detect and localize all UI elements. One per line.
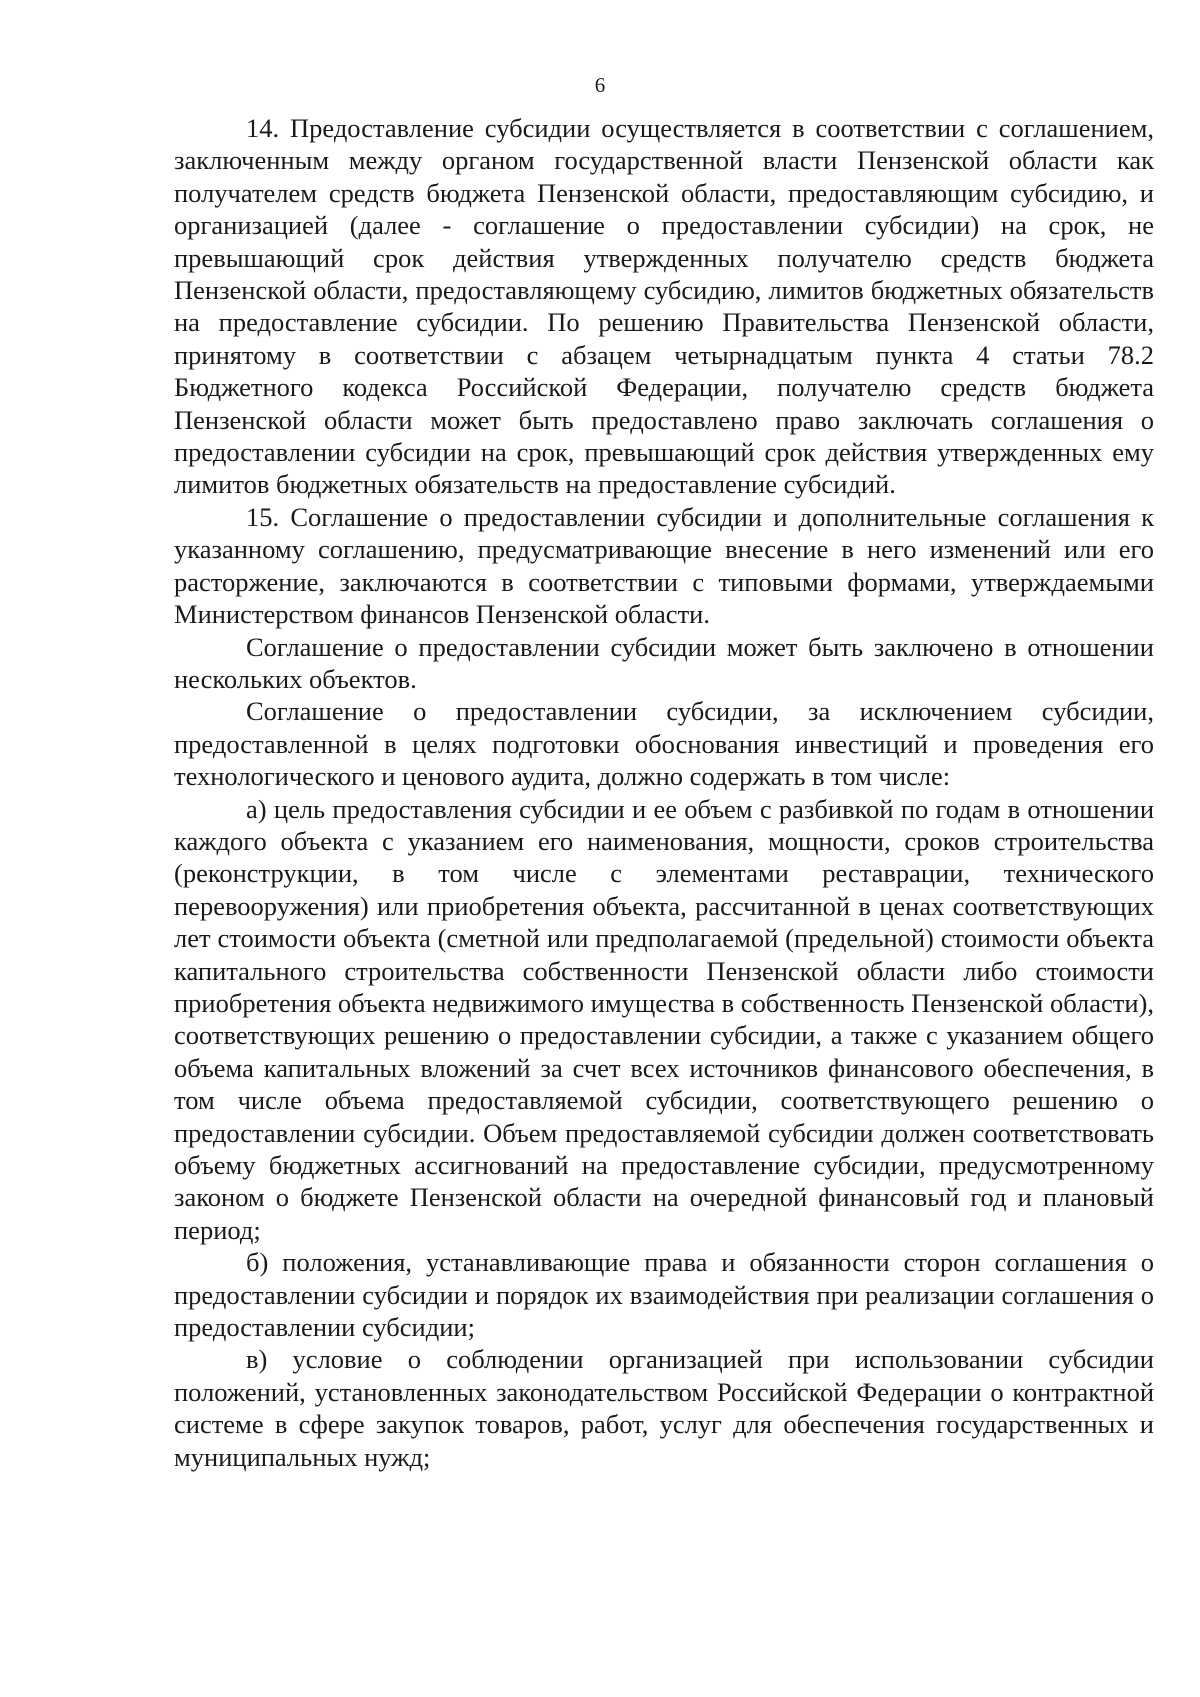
paragraph-item-b: б) положения, устанавливающие права и обязанности сторон соглашения о предоставлении субсидии и порядок их взаимодействия при реализации соглашения о предоставлении субсидии; [174,1247,1154,1343]
paragraph-multiple-objects: Соглашение о предоставлении субсидии может быть заключено в отношении нескольких объектов. [174,631,1154,694]
paragraph-item-a: а) цель предоставления субсидии и ее объем с разбивкой по годам в отношении каждого объекта с указанием его наименования, мощности, сроков строительства (реконструкции, в том числе с элементами реставрации, технического перевооружения) или приобретения объекта, рассчитанной в ценах соответствующих лет стоимости объекта (сметной или предполагаемой (предельной) стоимости объекта капитального строительства собственности Пензенской области либо стоимости приобретения объекта недвижимого имущества в собственность Пензенской области), соответствующих решению о предоставлении субсидии, а также с указанием общего объема капитальных вложений за счет всех источников финансового обеспечения, в том числе объема предоставляемой субсидии, соответствующего решению о предоставлении субсидии. Объем предоставляемой субсидии должен соответствовать объему бюджетных ассигнований на предоставление субсидии, предусмотренному законом о бюджете Пензенской области на очередной финансовый год и плановый период; [174,793,1154,1245]
paragraph-15: 15. Соглашение о предоставлении субсидии и дополнительные соглашения к указанному соглашению, предусматривающие внесение в него изменений или его расторжение, заключаются в соответствии с типовыми формами, утверждаемыми Министерством финансов Пензенской области. [174,501,1154,630]
paragraph-14: 14. Предоставление субсидии осуществляется в соответствии с соглашением, заключенным между органом государственной власти Пензенской области как получателем средств бюджета Пензенской области, предоставляющим субсидию, и организацией (далее - соглашение о предоставлении субсидии) на срок, не превышающий срок действия утвержденных получателю средств бюджета Пензенской области, предоставляющему субсидию, лимитов бюджетных обязательств на предоставление субсидии. По решению Правительства Пензенской области, принятому в соответствии с абзацем четырнадцатым пункта 4 статьи 78.2 Бюджетного кодекса Российской Федерации, получателю средств бюджета Пензенской области может быть предоставлено право заключать соглашения о предоставлении субсидии на срок, превышающий срок действия утвержденных ему лимитов бюджетных обязательств на предоставление субсидий. [174,113,1154,500]
document-body [174,112,1154,1473]
paragraph-item-v: в) условие о соблюдении организацией при использовании субсидии положений, установленных законодательством Российской Федерации о контрактной системе в сфере закупок товаров, работ, услуг для обеспечения государственных и муниципальных нужд; [174,1344,1154,1472]
paragraph-agreement-contents: Соглашение о предоставлении субсидии, за исключением субсидии, предоставленной в целях подготовки обоснования инвестиций и проведения его технологического и ценового аудита, должно содержать в том числе: [174,696,1154,792]
page-number: 6 [594,73,606,97]
